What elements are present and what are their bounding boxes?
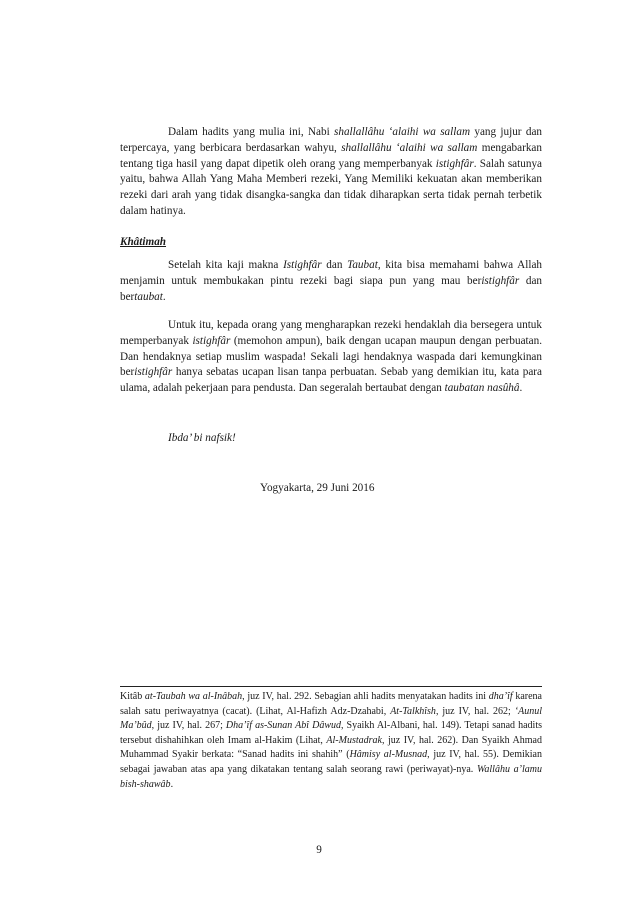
italic-term: istighfâr <box>481 274 520 287</box>
italic-term: taubat <box>134 290 163 303</box>
italic-term: shallallâhu ‘alaihi wa sallam <box>341 141 478 154</box>
text-span: , juz IV, hal. 262). Dan Syaikh Ahmad Muhammad Syakir berkata: “Sanad hadits ini shahih” ( <box>120 734 542 761</box>
italic-term: Taubat <box>347 259 378 271</box>
italic-term: at-Taubah wa al-Inâbah <box>144 691 243 702</box>
text-span: , Syaikh Al-Albani, hal. 149). Tetapi sanad hadits tersebut dishahihkan oleh Imam al-Hakim (Lihat, <box>120 720 542 746</box>
closing-remark: Ibda’ bi nafsik! <box>168 432 236 444</box>
text-span: dan <box>321 259 348 271</box>
page-number: 9 <box>316 844 322 856</box>
italic-term: Al-Mustadrak <box>326 734 382 746</box>
paragraph-exhortation <box>120 318 542 397</box>
text-span: . <box>170 778 174 790</box>
text-span: , juz IV, hal. 262; <box>435 705 515 717</box>
text-span: Dalam hadits yang mulia ini, Nabi <box>168 126 335 138</box>
footnote <box>120 690 542 792</box>
text-span: , kita bisa memahami bahwa Allah menjamin untuk membukakan pintu rezeki bagi siapa pun yang mau ber <box>120 259 542 287</box>
italic-term: shallallâhu ‘alaihi wa sallam <box>334 126 471 138</box>
text-span: yang jujur dan terpercaya, yang berbicara berdasarkan wahyu, <box>120 126 543 154</box>
italic-term: ‘Aunul Ma’bûd <box>120 705 542 732</box>
text-span: mengabarkan tentang tiga hasil yang dapat dipetik oleh orang yang memperbanyak <box>120 141 542 170</box>
italic-term: Dha’îf as-Sunan Abî Dâwud <box>225 720 341 732</box>
text-span: (memohon ampun), baik dengan ucapan maupun dengan perbuatan. Dan hendaknya setiap muslim waspada! Sekali lagi hendaknya waspada dari kemungkinan ber <box>120 334 543 379</box>
text-span: , juz IV, hal. 292. Sebagian ahli hadits menyatakan hadits ini <box>242 691 489 702</box>
text-span: . Salah satunya yaitu, bahwa Allah Yang Maha Memberi rezeki, Yang Memiliki kekuatan akan memberikan rezeki dari arah yang tidak disangka-sangka dan tidak diharapkan serta tidak pernah terbetik dalam hatinya. <box>120 157 543 217</box>
place-date: Yogyakarta, 29 Juni 2016 <box>260 482 375 494</box>
text-span: hanya sebatas ucapan lisan tanpa perbuatan. Sebab yang demikian itu, kata para ulama, adalah pekerjaan para pendusta. Dan segeralah bertaubat dengan <box>120 366 542 395</box>
italic-term: dha’îf <box>488 691 513 702</box>
italic-term: Istighfâr <box>283 259 322 271</box>
text-span: , juz IV, hal. 267; <box>151 720 226 732</box>
text-span: Setelah kita kaji makna <box>168 259 284 271</box>
italic-term: istighfâr <box>435 157 474 170</box>
footnote-divider <box>120 686 542 687</box>
italic-term: taubatan nasûhâ <box>444 382 520 395</box>
italic-term: istighfâr <box>134 366 173 379</box>
text-span: karena salah satu periwayatnya (cacat). (Lihat, Al-Hafizh Adz-Dzahabi, <box>120 691 542 717</box>
italic-term: At-Talkhîsh <box>390 705 436 717</box>
text-span: . <box>519 382 523 395</box>
italic-term: Hâmisy al-Musnad <box>349 749 428 761</box>
text-span: Kitâb <box>120 691 145 702</box>
text-span: . <box>162 290 166 303</box>
italic-term: istighfâr <box>192 334 231 347</box>
paragraph-conclusion-intro <box>120 258 542 305</box>
text-span: , juz IV, hal. 55). Demikian sebagai jawaban atas apa yang dikatakan tentang salah seorang rawi (periwayat)-nya. <box>120 749 542 775</box>
paragraph-hadith-explanation <box>120 125 542 220</box>
italic-term: Wallâhu a’lamu bish-shawâb <box>120 763 542 790</box>
text-span: Untuk itu, kepada orang yang mengharapkan rezeki hendaklah dia bersegera untuk memperbanyak <box>120 319 542 347</box>
section-heading: Khâtimah <box>120 236 167 248</box>
text-span: dan ber <box>120 274 543 303</box>
